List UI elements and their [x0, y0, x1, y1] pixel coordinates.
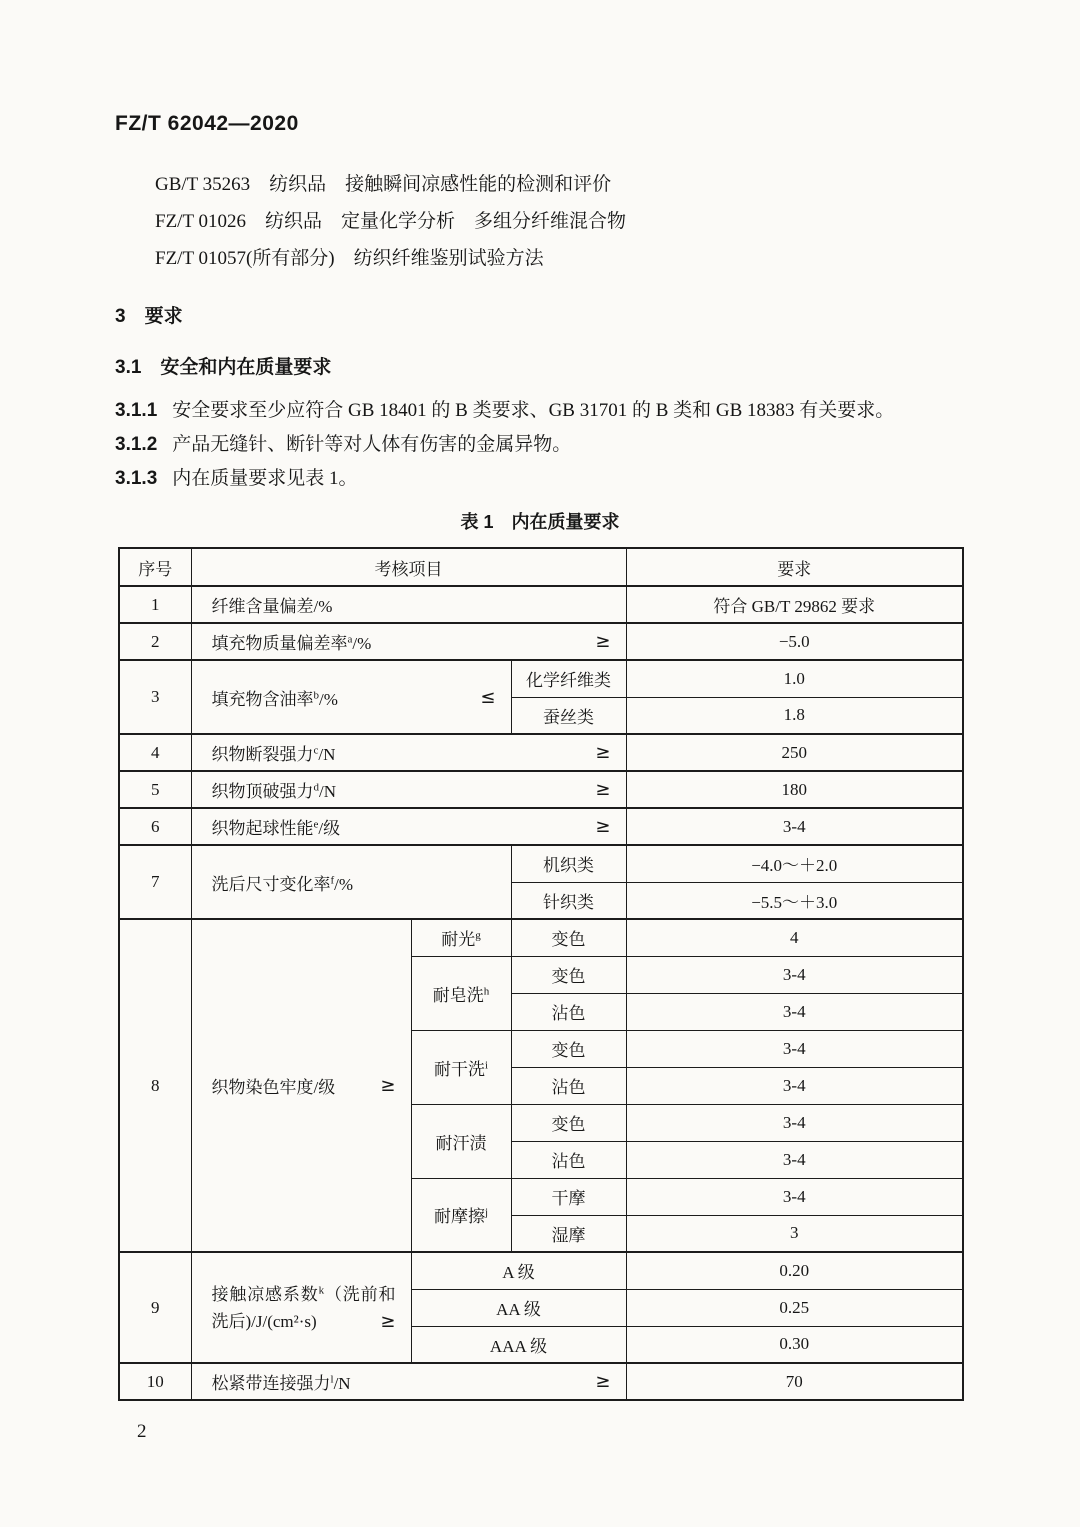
- footnote-marker: e: [313, 818, 319, 831]
- row-no-cell: 5: [119, 771, 191, 808]
- clause-text: 安全要求至少应符合 GB 18401 的 B 类要求、GB 31701 的 B 类和 GB 18383 有关要求。: [172, 400, 895, 421]
- item-label-cell: [191, 919, 411, 1252]
- item-label: 松紧带连接强力$^l$/N: [211, 1373, 351, 1393]
- fastness-type-cell: 耐皂洗$^h$: [411, 956, 511, 1030]
- item-label: 接触凉感系数$^k$（洗前和洗后)/J/(cm²·s): [211, 1283, 396, 1331]
- requirement-cell: 3-4: [626, 1030, 963, 1067]
- ge-operator: ≥: [595, 816, 611, 837]
- footnote-marker: i: [484, 1058, 489, 1071]
- item-label: 织物起球性能$^e$/级: [211, 818, 341, 838]
- section-3-heading: 3 要求: [115, 306, 183, 327]
- item-label-cell: [191, 845, 511, 919]
- category-cell: 蚕丝类: [511, 697, 626, 734]
- item-label: 织物顶破强力$^d$/N: [211, 781, 336, 801]
- requirement-cell: −5.0: [626, 623, 963, 660]
- requirement-cell: 0.25: [626, 1289, 963, 1326]
- fastness-type-cell: 耐汗渍: [411, 1104, 511, 1178]
- item-label-cell: [191, 586, 626, 623]
- row-no-cell: 10: [119, 1363, 191, 1400]
- requirement-cell: 0.30: [626, 1326, 963, 1363]
- footnote-marker: c: [313, 744, 319, 757]
- grade-cell: AAA 级: [411, 1326, 626, 1363]
- col-header-no: 序号: [119, 548, 191, 586]
- footnote-marker: b: [313, 688, 319, 701]
- category-cell: 化学纤维类: [511, 660, 626, 697]
- footnote-marker: k: [318, 1283, 325, 1296]
- requirement-cell: 70: [626, 1363, 963, 1400]
- row-no-cell: 7: [119, 845, 191, 919]
- category-cell: 沾色: [511, 993, 626, 1030]
- fastness-type-cell: 耐光$^g$: [411, 919, 511, 956]
- requirement-cell: 1.0: [626, 660, 963, 697]
- table-title: 表 1 内在质量要求: [460, 512, 620, 532]
- clause-number: 3.1.2: [115, 434, 158, 455]
- footnote-marker: d: [313, 781, 319, 794]
- clause-3-1-1: [115, 398, 962, 424]
- requirement-cell: 3: [626, 1215, 963, 1252]
- clause-3-1-2: [115, 432, 962, 458]
- category-cell: 变色: [511, 1030, 626, 1067]
- ge-operator: ≥: [595, 631, 611, 652]
- row-no-cell: 2: [119, 623, 191, 660]
- category-cell: 沾色: [511, 1141, 626, 1178]
- footnote-marker: j: [484, 1206, 489, 1219]
- reference-line: GB/T 35263 纺织品 接触瞬间凉感性能的检测和评价: [155, 174, 612, 195]
- fastness-type-cell: 耐摩擦$^j$: [411, 1178, 511, 1252]
- row-no-cell: 4: [119, 734, 191, 771]
- item-label-cell: [191, 660, 511, 734]
- category-cell: 变色: [511, 919, 626, 956]
- footnote-marker: a: [347, 633, 353, 646]
- requirement-cell: 3-4: [626, 1067, 963, 1104]
- footnote-marker: g: [475, 929, 481, 942]
- requirement-cell: 3-4: [626, 1178, 963, 1215]
- ge-operator: ≥: [380, 1310, 396, 1332]
- col-header-item: 考核项目: [191, 548, 626, 586]
- row-no-cell: 8: [119, 919, 191, 1252]
- item-label-cell: [191, 808, 626, 845]
- requirement-cell: −5.5～＋3.0: [626, 882, 963, 919]
- item-label-cell: [191, 734, 626, 771]
- category-cell: 湿摩: [511, 1215, 626, 1252]
- row-no-cell: 9: [119, 1252, 191, 1363]
- category-cell: 干摩: [511, 1178, 626, 1215]
- requirement-cell: 4: [626, 919, 963, 956]
- grade-cell: A 级: [411, 1252, 626, 1289]
- reference-line: FZ/T 01026 纺织品 定量化学分析 多组分纤维混合物: [155, 211, 626, 232]
- item-label-cell: [191, 1252, 411, 1363]
- item-label: 填充物含油率$^b$/%: [211, 688, 338, 709]
- category-cell: 变色: [511, 956, 626, 993]
- clause-text: 内在质量要求见表 1。: [172, 468, 358, 489]
- item-label-cell: [191, 623, 626, 660]
- requirement-cell: 1.8: [626, 697, 963, 734]
- category-cell: 机织类: [511, 845, 626, 882]
- requirement-cell: 250: [626, 734, 963, 771]
- requirement-cell: 3-4: [626, 956, 963, 993]
- clause-text: 产品无缝针、断针等对人体有伤害的金属异物。: [172, 434, 572, 455]
- requirement-cell: 3-4: [626, 808, 963, 845]
- row-no-cell: 6: [119, 808, 191, 845]
- requirement-cell: 180: [626, 771, 963, 808]
- footnote-marker: l: [330, 1373, 334, 1386]
- page-number: 2: [137, 1421, 147, 1442]
- clause-3-1-3: [115, 466, 962, 492]
- category-cell: 变色: [511, 1104, 626, 1141]
- item-label: 织物断裂强力$^c$/N: [211, 744, 336, 764]
- row-no-cell: 1: [119, 586, 191, 623]
- clause-number: 3.1.3: [115, 468, 158, 489]
- requirement-cell: 3-4: [626, 1104, 963, 1141]
- grade-cell: AA 级: [411, 1289, 626, 1326]
- item-label: 洗后尺寸变化率$^f$/%: [211, 873, 354, 894]
- requirement-cell: −4.0～＋2.0: [626, 845, 963, 882]
- footnote-marker: f: [330, 873, 335, 886]
- le-operator: ≤: [480, 686, 496, 708]
- item-label: 织物染色牢度/级: [211, 1078, 336, 1097]
- requirement-cell: 0.20: [626, 1252, 963, 1289]
- section-3-1-heading: 3.1 安全和内在质量要求: [115, 357, 332, 378]
- quality-requirements-table: [118, 547, 964, 1401]
- category-cell: 针织类: [511, 882, 626, 919]
- ge-operator: ≥: [380, 1075, 396, 1096]
- item-label-cell: [191, 771, 626, 808]
- row-no-cell: 3: [119, 660, 191, 734]
- col-header-req: 要求: [626, 548, 963, 586]
- ge-operator: ≥: [595, 742, 611, 763]
- standard-number: FZ/T 62042—2020: [115, 112, 299, 135]
- requirement-cell: 3-4: [626, 1141, 963, 1178]
- ge-operator: ≥: [595, 1371, 611, 1392]
- reference-line: FZ/T 01057(所有部分) 纺织纤维鉴别试验方法: [155, 248, 544, 269]
- footnote-marker: h: [483, 984, 490, 997]
- normative-references: [155, 166, 962, 277]
- ge-operator: ≥: [595, 779, 611, 800]
- category-cell: 沾色: [511, 1067, 626, 1104]
- clause-number: 3.1.1: [115, 400, 158, 421]
- requirement-cell: 符合 GB/T 29862 要求: [626, 586, 963, 623]
- item-label-cell: [191, 1363, 626, 1400]
- fastness-type-cell: 耐干洗$^i$: [411, 1030, 511, 1104]
- item-label: 纤维含量偏差/%: [211, 597, 333, 616]
- requirement-cell: 3-4: [626, 993, 963, 1030]
- item-label: 填充物质量偏差率$^a$/%: [211, 633, 372, 653]
